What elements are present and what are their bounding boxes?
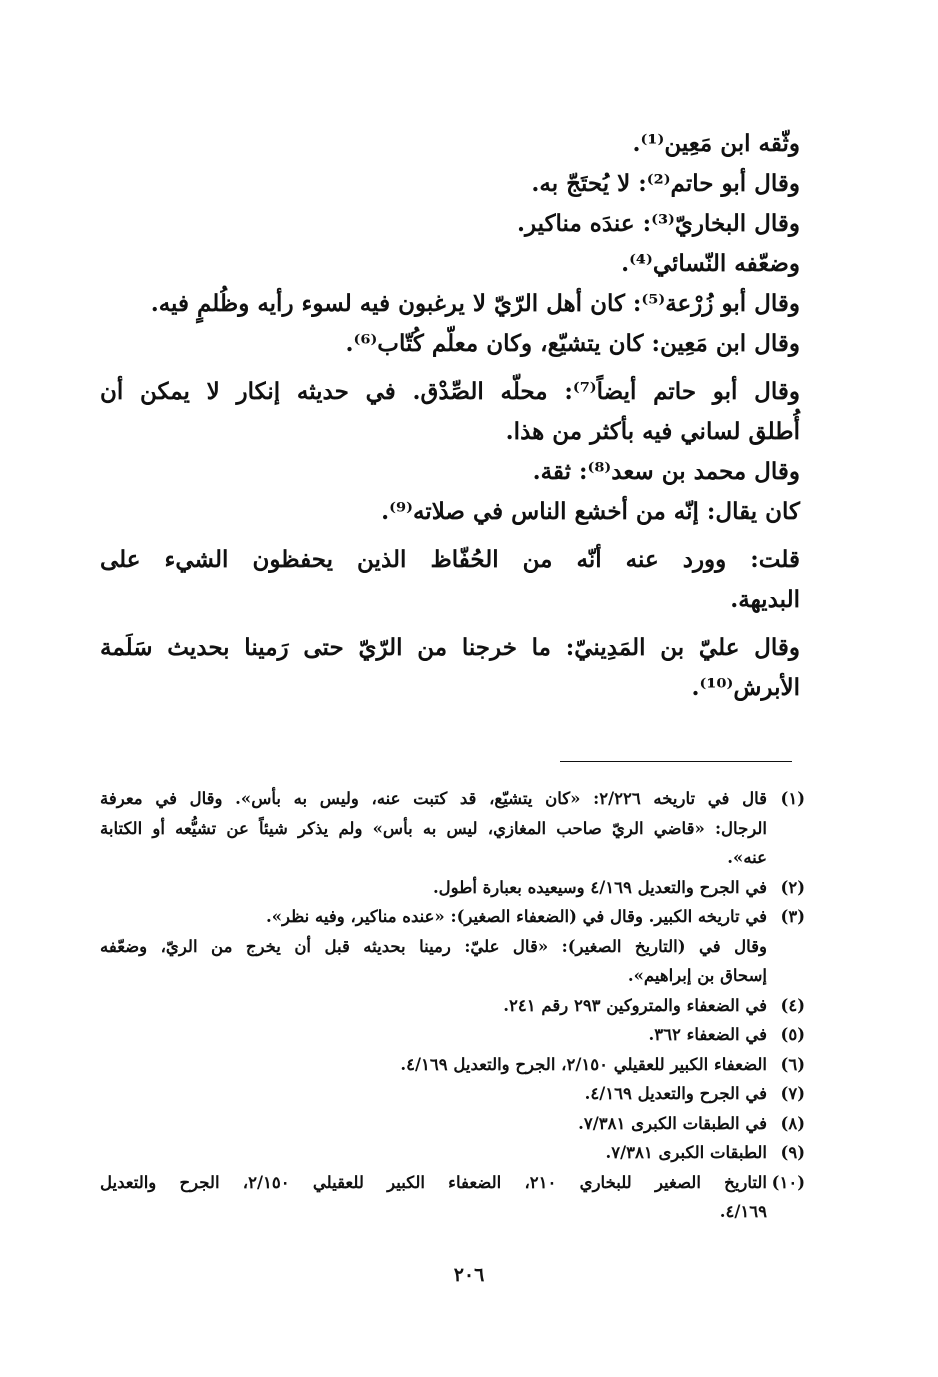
footnote-text — [100, 1168, 767, 1227]
footnote-line: في الجرح والتعديل ٤/١٦٩ وسيعيده بعبارة أطول. — [432, 877, 767, 897]
footnote-text — [100, 991, 767, 1021]
footnote-number: (٧) — [780, 1084, 805, 1103]
text-line: وثّقه ابن مَعِين⁽¹⁾. — [632, 130, 800, 157]
footnote-number: (٩) — [780, 1143, 805, 1162]
footnote-text — [100, 902, 767, 991]
footnote-line: الرجال: «قاضي الريّ صاحب المغازي، ليس به بأس» ولم يذكر شيئاً عن تشيُّعه أو الكتابة — [100, 818, 767, 838]
footnote-7 — [100, 1079, 805, 1109]
footnote-line: في تاريخه الكبير. وقال في (الضعفاء الصغير): «عنده مناكير، وفيه نظر». — [265, 907, 767, 926]
footnote-1 — [100, 784, 805, 873]
footnote-2 — [100, 873, 805, 903]
footnote-text — [100, 1050, 767, 1080]
footnote-number: (٦) — [780, 1054, 805, 1074]
footnote-6 — [100, 1050, 805, 1080]
text-line: كان يقال: إنّه من أخشع الناس في صلاته⁽⁹⁾. — [381, 498, 800, 525]
text-line: أُطلق لساني فيه بأكثر من هذا. — [505, 418, 800, 445]
footnote-number: (١) — [780, 789, 805, 808]
footnote-line: عنه». — [727, 848, 767, 867]
footnote-line: في الطبقات الكبرى ٧/٣٨١. — [578, 1113, 767, 1133]
footnote-4 — [100, 991, 805, 1021]
footnote-divider — [560, 761, 792, 762]
footnote-line: وقال في (التاريخ الصغير): «قال عليّ: رمينا بحديثه قبل أن يخرج من الريّ، وضعّفه — [100, 936, 767, 956]
footnote-text — [100, 1138, 767, 1168]
footnote-number: (٨) — [780, 1113, 805, 1133]
text-line: البديهة. — [730, 586, 800, 613]
footnote-line: الضعفاء الكبير للعقيلي ٢/١٥٠، الجرح والتعديل ٤/١٦٩. — [400, 1054, 767, 1074]
footnote-3 — [100, 902, 805, 991]
footnote-line: ٤/١٦٩. — [719, 1202, 767, 1221]
footnote-line: في الضعفاء والمتروكين ٢٩٣ رقم ٢٤١. — [503, 995, 767, 1015]
footnote-number: (٢) — [780, 877, 805, 897]
footnote-text — [100, 1020, 767, 1050]
footnote-5 — [100, 1020, 805, 1050]
footnote-text — [100, 873, 767, 903]
footnotes — [100, 784, 805, 1227]
main-text — [100, 124, 800, 708]
text-line: قلت: وورد عنه أنّه من الحُفّاظ الذين يحفظون الشيء على — [100, 546, 800, 573]
footnote-line: الطبقات الكبرى ٧/٣٨١. — [605, 1143, 767, 1162]
footnote-line: في الضعفاء ٣٦٢. — [648, 1025, 767, 1044]
text-line: وضعّفه النّسائي⁽⁴⁾. — [621, 250, 800, 277]
text-line: وقال عليّ بن المَدِينيّ: ما خرجنا من الرّيّ حتى رَمينا بحديث سَلَمة — [100, 634, 800, 661]
footnote-line: قال في تاريخه ٢/٢٢٦: «كان يتشيّع، قد كتبت عنه، وليس به بأس». وقال في معرفة — [100, 789, 767, 808]
footnote-8 — [100, 1109, 805, 1139]
footnote-text — [100, 784, 767, 873]
footnote-line: التاريخ الصغير للبخاري ٢١٠، الضعفاء الكبير للعقيلي ٢/١٥٠، الجرح والتعديل — [100, 1172, 767, 1192]
text-line: وقال أبو حاتم أيضاً⁽⁷⁾: محلّه الصِّدْق. في حديثه إنكار لا يمكن أن — [100, 378, 801, 405]
footnote-10 — [100, 1168, 805, 1227]
text-line: وقال أبو حاتم⁽²⁾: لا يُحتَجّ به. — [531, 170, 800, 197]
footnote-line: إسحاق بن إبراهيم». — [627, 966, 767, 985]
paragraph-gap — [100, 620, 800, 628]
text-line: وقال ابن مَعِين: كان يتشيّع، وكان معلّم كُتّاب⁽⁶⁾. — [345, 330, 800, 357]
text-line: الأبرش⁽¹⁰⁾. — [691, 674, 800, 701]
footnote-text — [100, 1079, 767, 1109]
footnote-number: (٤) — [780, 995, 805, 1015]
footnote-number: (٣) — [780, 907, 805, 926]
paragraph-gap — [100, 532, 800, 540]
text-line: وقال أبو زُرْعة⁽⁵⁾: كان أهل الرّيّ لا يرغبون فيه لسوء رأيه وظُلمٍ فيه. — [150, 290, 800, 317]
page-number: ٢٠٦ — [453, 1264, 485, 1286]
footnote-number: (١٠) — [771, 1172, 805, 1192]
footnote-text — [100, 1109, 767, 1139]
footnote-9 — [100, 1138, 805, 1168]
text-line: وقال البخاريّ⁽³⁾: عندَه مناكير. — [516, 210, 800, 237]
text-line: وقال محمد بن سعد⁽⁸⁾: ثقة. — [532, 458, 800, 485]
footnote-number: (٥) — [780, 1025, 805, 1044]
footnote-line: في الجرح والتعديل ٤/١٦٩. — [584, 1084, 767, 1103]
paragraph-gap — [100, 364, 800, 372]
